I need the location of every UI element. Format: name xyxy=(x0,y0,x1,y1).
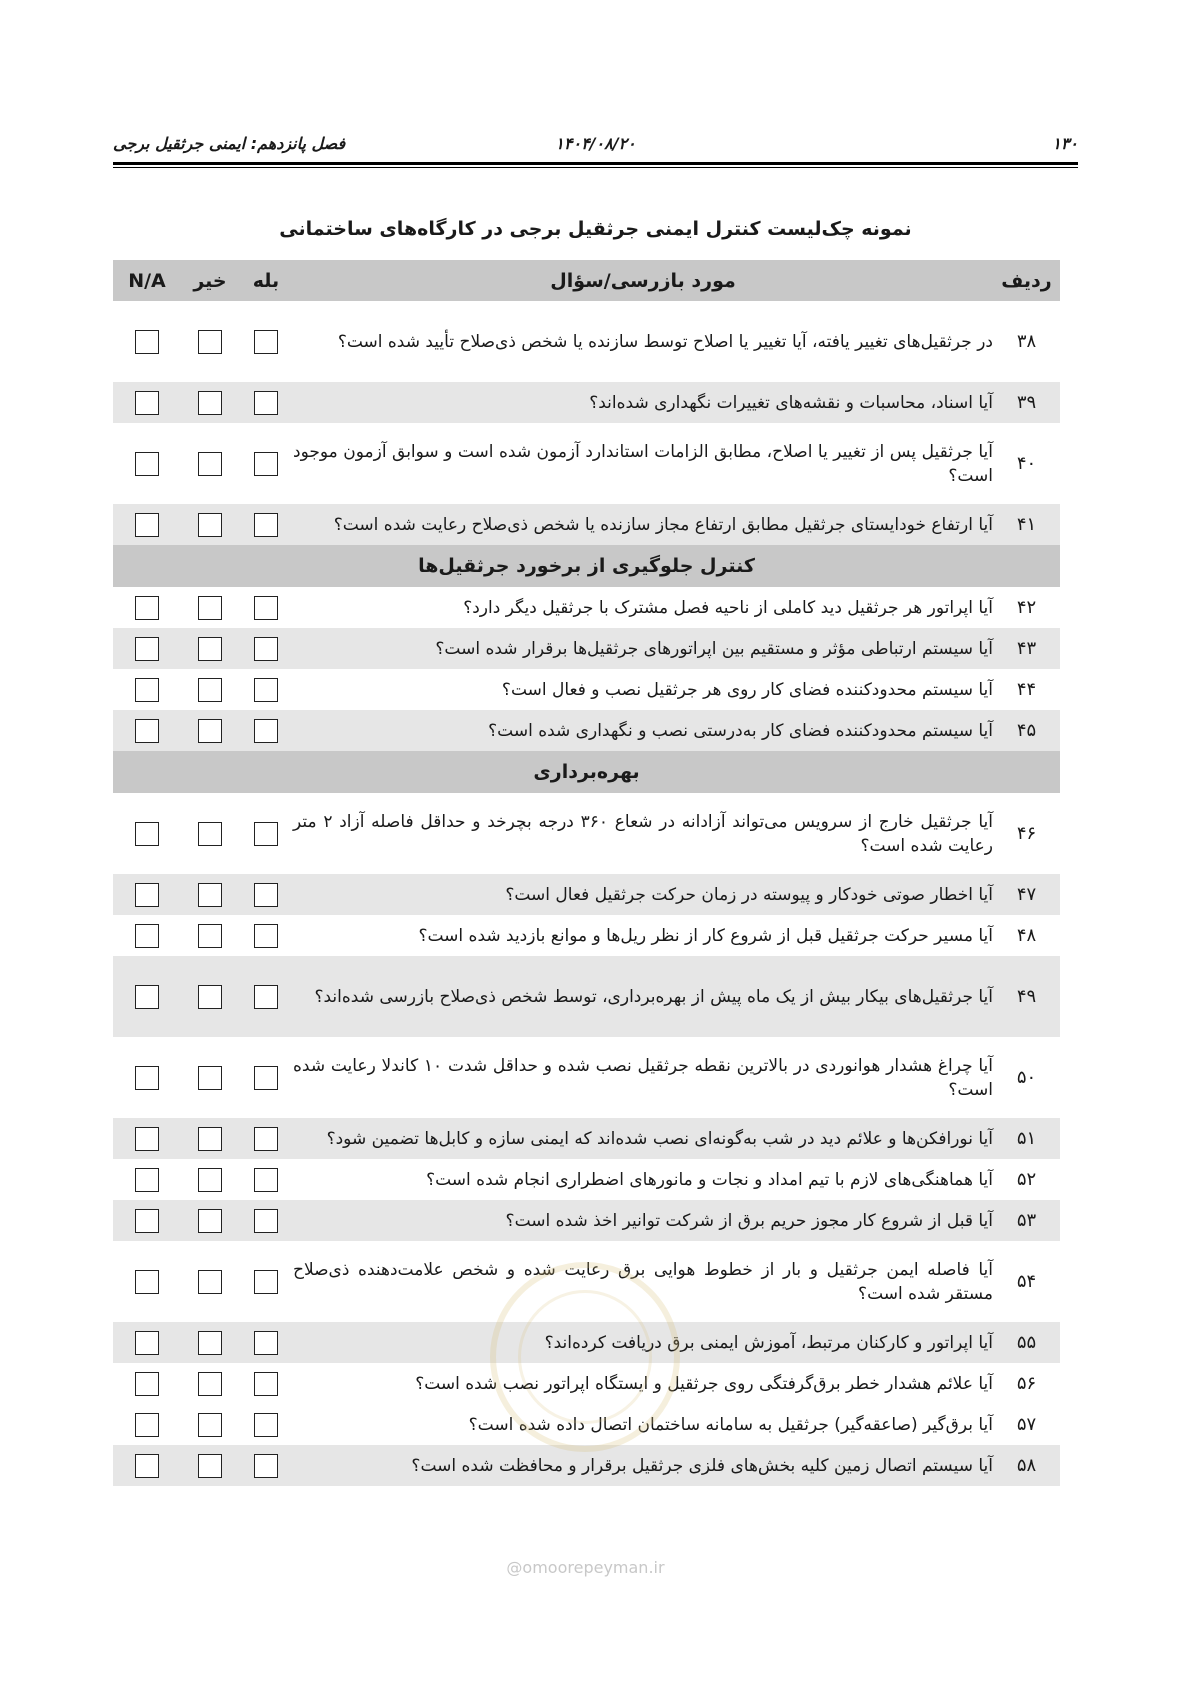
table-row xyxy=(113,1118,1060,1159)
checkbox-na[interactable] xyxy=(135,513,159,537)
cell-no xyxy=(181,1363,239,1404)
checkbox-no[interactable] xyxy=(198,637,222,661)
checkbox-yes[interactable] xyxy=(254,822,278,846)
row-number: ۴۶ xyxy=(1016,823,1037,844)
question-text: آیا برق‌گیر (صاعقه‌گیر) جرثقیل به سامانه ساختمان اتصال داده شده است؟ xyxy=(468,1414,993,1435)
question-text: آیا اپراتور هر جرثقیل دید کاملی از ناحیه فصل مشترک با جرثقیل دیگر دارد؟ xyxy=(463,597,993,618)
row-number: ۴۷ xyxy=(993,874,1060,915)
checkbox-yes[interactable] xyxy=(254,1066,278,1090)
header-date: ۱۴۰۴/۰۸/۲۰ xyxy=(555,134,636,153)
row-number: ۴۹ xyxy=(993,956,1060,1037)
cell-yes xyxy=(239,1241,293,1322)
cell-na xyxy=(113,1118,181,1159)
checkbox-yes[interactable] xyxy=(254,1413,278,1437)
cell-yes xyxy=(239,382,293,423)
cell-na xyxy=(113,956,181,1037)
cell-no xyxy=(181,628,239,669)
row-number: ۵۳ xyxy=(993,1200,1060,1241)
question-text: آیا فاصله ایمن جرثقیل و بار از خطوط هوایی برق رعایت شده و شخص علامت‌دهنده ذی‌صلاح مستقر شده است؟ xyxy=(293,1259,993,1304)
question-text: آیا اسناد، محاسبات و نقشه‌های تغییرات نگهداری شده‌اند؟ xyxy=(293,382,993,423)
table-row xyxy=(113,710,1060,751)
checkbox-no[interactable] xyxy=(198,330,222,354)
page-number: ۱۳۰ xyxy=(1052,134,1078,153)
cell-na xyxy=(113,710,181,751)
cell-yes xyxy=(239,1404,293,1445)
cell-no xyxy=(181,423,239,504)
page-header xyxy=(113,128,1078,168)
checkbox-no[interactable] xyxy=(198,1270,222,1294)
cell-no xyxy=(181,956,239,1037)
checkbox-no[interactable] xyxy=(198,985,222,1009)
question-text: آیا اخطار صوتی خودکار و پیوسته در زمان حرکت جرثقیل فعال است؟ xyxy=(293,874,993,915)
checkbox-na[interactable] xyxy=(135,1270,159,1294)
checkbox-na[interactable] xyxy=(135,452,159,476)
checkbox-no[interactable] xyxy=(198,596,222,620)
table-row xyxy=(113,669,1060,710)
checkbox-na[interactable] xyxy=(135,924,159,948)
question-text: در جرثقیل‌های تغییر یافته، آیا تغییر یا اصلاح توسط سازنده یا شخص ذی‌صلاح تأیید شده است؟ xyxy=(337,331,993,352)
checkbox-yes[interactable] xyxy=(254,391,278,415)
col-header-number: ردیف xyxy=(993,260,1060,301)
row-number: ۴۳ xyxy=(993,628,1060,669)
checkbox-na[interactable] xyxy=(135,719,159,743)
checkbox-yes[interactable] xyxy=(254,1454,278,1478)
header-rule xyxy=(113,162,1078,165)
cell-yes xyxy=(239,874,293,915)
table-row xyxy=(113,628,1060,669)
checkbox-na[interactable] xyxy=(135,330,159,354)
question-text: آیا نورافکن‌ها و علائم دید در شب به‌گونه‌ای نصب شده‌اند که ایمنی سازه و کابل‌ها تضمین شود؟ xyxy=(293,1118,993,1159)
checkbox-na[interactable] xyxy=(135,883,159,907)
row-number: ۴۰ xyxy=(1016,453,1037,474)
checkbox-no[interactable] xyxy=(198,1209,222,1233)
header-rule-thin xyxy=(113,167,1078,168)
watermark-text: @omoorepeyman.ir xyxy=(506,1558,665,1577)
checkbox-yes[interactable] xyxy=(254,1372,278,1396)
cell-no xyxy=(181,874,239,915)
checkbox-no[interactable] xyxy=(198,1454,222,1478)
checkbox-no[interactable] xyxy=(198,1331,222,1355)
question-text: آیا جرثقیل خارج از سرویس می‌تواند آزادانه در شعاع ۳۶۰ درجه بچرخد و حداقل فاصله آزاد ۲ متر رعایت شده است؟ xyxy=(293,811,993,856)
cell-no xyxy=(181,587,239,628)
cell-na xyxy=(113,1445,181,1486)
cell-yes xyxy=(239,423,293,504)
checkbox-yes[interactable] xyxy=(254,1127,278,1151)
row-number: ۵۰ xyxy=(1016,1067,1037,1088)
checkbox-na[interactable] xyxy=(135,1413,159,1437)
checkbox-na[interactable] xyxy=(135,637,159,661)
checkbox-no[interactable] xyxy=(198,883,222,907)
table-row xyxy=(113,915,1060,956)
checkbox-yes[interactable] xyxy=(254,452,278,476)
checkbox-yes[interactable] xyxy=(254,637,278,661)
table-row xyxy=(113,874,1060,915)
cell-yes xyxy=(239,587,293,628)
cell-no xyxy=(181,504,239,545)
cell-no xyxy=(181,1445,239,1486)
cell-yes xyxy=(239,1118,293,1159)
cell-na xyxy=(113,587,181,628)
section-heading: کنترل جلوگیری از برخورد جرثقیل‌ها xyxy=(113,545,1060,587)
col-header-yes: بله xyxy=(239,260,293,301)
checkbox-na[interactable] xyxy=(135,1127,159,1151)
section-heading: بهره‌برداری xyxy=(113,751,1060,793)
checkbox-no[interactable] xyxy=(198,513,222,537)
row-number: ۵۸ xyxy=(993,1445,1060,1486)
cell-no xyxy=(181,710,239,751)
table-row xyxy=(113,587,1060,628)
checklist-title: نمونه چک‌لیست کنترل ایمنی جرثقیل برجی در کارگاه‌های ساختمانی xyxy=(279,218,912,240)
question-text: آیا چراغ هشدار هوانوردی در بالاترین نقطه جرثقیل نصب شده و حداقل شدت ۱۰ کاندلا رعایت شده است؟ xyxy=(293,1055,993,1100)
checkbox-no[interactable] xyxy=(198,1413,222,1437)
checkbox-yes[interactable] xyxy=(254,1270,278,1294)
cell-na xyxy=(113,504,181,545)
checkbox-no[interactable] xyxy=(198,452,222,476)
cell-no xyxy=(181,301,239,382)
checkbox-na[interactable] xyxy=(135,1454,159,1478)
checkbox-yes[interactable] xyxy=(254,678,278,702)
checkbox-na[interactable] xyxy=(135,985,159,1009)
section-row xyxy=(113,751,1060,793)
row-number: ۵۷ xyxy=(1016,1414,1037,1435)
cell-na xyxy=(113,874,181,915)
row-number: ۵۲ xyxy=(1016,1169,1037,1190)
cell-no xyxy=(181,1118,239,1159)
checkbox-yes[interactable] xyxy=(254,1331,278,1355)
checkbox-yes[interactable] xyxy=(254,596,278,620)
table-row xyxy=(113,1037,1060,1118)
row-number: ۴۲ xyxy=(1016,597,1037,618)
checkbox-yes[interactable] xyxy=(254,513,278,537)
cell-na xyxy=(113,1363,181,1404)
checkbox-no[interactable] xyxy=(198,391,222,415)
question-text: آیا ارتفاع خودایستای جرثقیل مطابق ارتفاع مجاز سازنده یا شخص ذی‌صلاح رعایت شده است؟ xyxy=(293,504,993,545)
cell-na xyxy=(113,1322,181,1363)
cell-na xyxy=(113,1404,181,1445)
question-text: آیا اپراتور و کارکنان مرتبط، آموزش ایمنی برق دریافت کرده‌اند؟ xyxy=(293,1322,993,1363)
col-header-na: N/A xyxy=(113,260,181,301)
cell-no xyxy=(181,1322,239,1363)
cell-no xyxy=(181,1200,239,1241)
question-text: آیا سیستم اتصال زمین کلیه بخش‌های فلزی جرثقیل برقرار و محافظت شده است؟ xyxy=(293,1445,993,1486)
cell-yes xyxy=(239,710,293,751)
checkbox-na[interactable] xyxy=(135,391,159,415)
cell-yes xyxy=(239,628,293,669)
cell-na xyxy=(113,793,181,874)
checkbox-yes[interactable] xyxy=(254,883,278,907)
checkbox-na[interactable] xyxy=(135,1372,159,1396)
cell-na xyxy=(113,1037,181,1118)
question-text: آیا سیستم محدودکننده فضای کار به‌درستی نصب و نگهداری شده است؟ xyxy=(293,710,993,751)
checkbox-no[interactable] xyxy=(198,1168,222,1192)
checkbox-na[interactable] xyxy=(135,596,159,620)
question-text: آیا هماهنگی‌های لازم با تیم امداد و نجات و مانورهای اضطراری انجام شده است؟ xyxy=(426,1169,993,1190)
checkbox-yes[interactable] xyxy=(254,719,278,743)
checkbox-na[interactable] xyxy=(135,1168,159,1192)
row-number: ۵۱ xyxy=(993,1118,1060,1159)
checkbox-no[interactable] xyxy=(198,822,222,846)
cell-na xyxy=(113,1241,181,1322)
checkbox-na[interactable] xyxy=(135,1066,159,1090)
cell-yes xyxy=(239,1322,293,1363)
watermark-seal xyxy=(490,1262,680,1452)
cell-no xyxy=(181,382,239,423)
checkbox-no[interactable] xyxy=(198,924,222,948)
checkbox-yes[interactable] xyxy=(254,1209,278,1233)
cell-yes xyxy=(239,301,293,382)
question-text: آیا جرثقیل‌های بیکار بیش از یک ماه پیش از بهره‌برداری، توسط شخص ذی‌صلاح بازرسی شده‌اند؟ xyxy=(293,956,993,1037)
row-number: ۳۹ xyxy=(993,382,1060,423)
checkbox-yes[interactable] xyxy=(254,330,278,354)
checkbox-yes[interactable] xyxy=(254,1168,278,1192)
cell-na xyxy=(113,915,181,956)
col-header-question: مورد بازرسی/سؤال xyxy=(293,260,993,301)
question-text: آیا علائم هشدار خطر برق‌گرفتگی روی جرثقیل و ایستگاه اپراتور نصب شده است؟ xyxy=(415,1373,993,1394)
cell-no xyxy=(181,915,239,956)
table-row xyxy=(113,301,1060,382)
col-header-no: خیر xyxy=(181,260,239,301)
checkbox-no[interactable] xyxy=(198,1066,222,1090)
cell-na xyxy=(113,1200,181,1241)
table-header-row xyxy=(113,260,1060,301)
question-text: آیا مسیر حرکت جرثقیل قبل از شروع کار از نظر ریل‌ها و موانع بازدید شده است؟ xyxy=(418,925,993,946)
cell-yes xyxy=(239,1037,293,1118)
row-number: ۵۴ xyxy=(1016,1271,1037,1292)
question-text: آیا جرثقیل پس از تغییر یا اصلاح، مطابق الزامات استاندارد آزمون شده است و سوابق آزمون موجود است؟ xyxy=(293,441,993,486)
cell-no xyxy=(181,1159,239,1200)
question-text: آیا سیستم محدودکننده فضای کار روی هر جرثقیل نصب و فعال است؟ xyxy=(501,679,993,700)
cell-na xyxy=(113,301,181,382)
row-number: ۴۸ xyxy=(1016,925,1037,946)
cell-yes xyxy=(239,1445,293,1486)
cell-yes xyxy=(239,1159,293,1200)
cell-no xyxy=(181,669,239,710)
checkbox-na[interactable] xyxy=(135,1209,159,1233)
table-row xyxy=(113,1200,1060,1241)
row-number: ۴۱ xyxy=(993,504,1060,545)
cell-na xyxy=(113,382,181,423)
row-number: ۴۴ xyxy=(1016,679,1037,700)
cell-yes xyxy=(239,504,293,545)
cell-yes xyxy=(239,1363,293,1404)
checkbox-yes[interactable] xyxy=(254,924,278,948)
question-text: آیا سیستم ارتباطی مؤثر و مستقیم بین اپراتورهای جرثقیل‌ها برقرار شده است؟ xyxy=(293,628,993,669)
checkbox-na[interactable] xyxy=(135,1331,159,1355)
section-row xyxy=(113,545,1060,587)
row-number: ۵۶ xyxy=(1016,1373,1037,1394)
cell-no xyxy=(181,1241,239,1322)
cell-no xyxy=(181,793,239,874)
table-row xyxy=(113,382,1060,423)
cell-na xyxy=(113,669,181,710)
checkbox-yes[interactable] xyxy=(254,985,278,1009)
cell-na xyxy=(113,423,181,504)
checkbox-no[interactable] xyxy=(198,719,222,743)
checkbox-no[interactable] xyxy=(198,1127,222,1151)
row-number: ۴۵ xyxy=(993,710,1060,751)
checkbox-no[interactable] xyxy=(198,1372,222,1396)
question-text: آیا قبل از شروع کار مجوز حریم برق از شرکت توانیر اخذ شده است؟ xyxy=(293,1200,993,1241)
cell-no xyxy=(181,1404,239,1445)
chapter-title: فصل پانزدهم: ایمنی جرثقیل برجی xyxy=(113,134,346,153)
table-row xyxy=(113,793,1060,874)
table-row xyxy=(113,504,1060,545)
row-number: ۵۵ xyxy=(993,1322,1060,1363)
cell-na xyxy=(113,628,181,669)
cell-yes xyxy=(239,669,293,710)
row-number: ۳۸ xyxy=(1016,331,1037,352)
cell-yes xyxy=(239,956,293,1037)
checkbox-na[interactable] xyxy=(135,678,159,702)
table-row xyxy=(113,956,1060,1037)
cell-na xyxy=(113,1159,181,1200)
cell-yes xyxy=(239,1200,293,1241)
cell-no xyxy=(181,1037,239,1118)
checkbox-no[interactable] xyxy=(198,678,222,702)
cell-yes xyxy=(239,793,293,874)
cell-yes xyxy=(239,915,293,956)
table-row xyxy=(113,423,1060,504)
checkbox-na[interactable] xyxy=(135,822,159,846)
table-row xyxy=(113,1159,1060,1200)
